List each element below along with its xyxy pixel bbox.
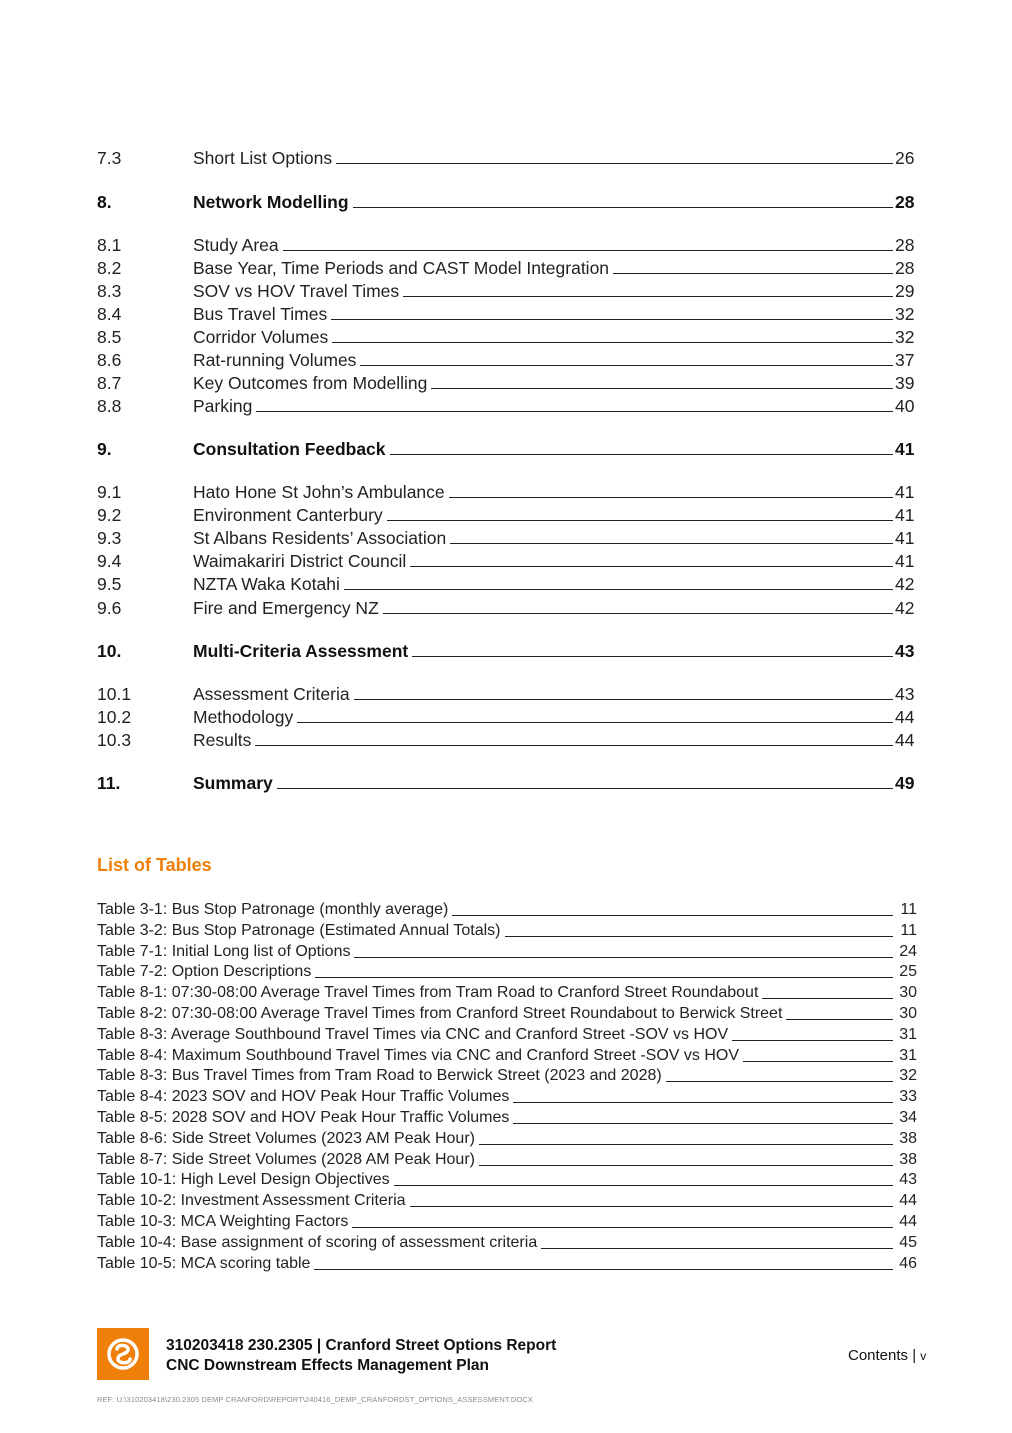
- toc-leader: [255, 745, 893, 746]
- table-entry-leader: [410, 1206, 893, 1207]
- toc-title: Summary: [193, 773, 273, 793]
- toc-page: 41: [895, 505, 915, 525]
- table-entry-title: Table 8-1: 07:30-08:00 Average Travel Times from Tram Road to Cranford Street Roundabout: [97, 984, 759, 1002]
- toc-leader: [410, 566, 893, 567]
- table-entry-title: Table 10-2: Investment Assessment Criteria: [97, 1192, 406, 1210]
- toc-leader: [354, 699, 893, 700]
- toc-title: Key Outcomes from Modelling: [193, 373, 428, 393]
- toc-entry[interactable]: [97, 325, 917, 347]
- toc-leader: [344, 589, 893, 590]
- table-list-entry[interactable]: [97, 982, 917, 1002]
- toc-leader: [297, 722, 893, 723]
- toc-section-heading[interactable]: [97, 771, 917, 793]
- table-entry-leader: [354, 957, 893, 958]
- table-entry-page: 25: [899, 963, 917, 981]
- table-entry-title: Table 10-1: High Level Design Objectives: [97, 1171, 390, 1189]
- table-entry-title: Table 8-6: Side Street Volumes (2023 AM Peak Hour): [97, 1129, 475, 1147]
- toc-entry[interactable]: [97, 394, 917, 416]
- toc-number: 11.: [97, 773, 121, 793]
- toc-page: 26: [895, 148, 915, 168]
- toc-title: Results: [193, 730, 252, 750]
- logo-icon: [97, 1328, 149, 1380]
- toc-entry[interactable]: [97, 705, 917, 727]
- toc-leader: [353, 207, 893, 208]
- table-entry-leader: [394, 1185, 893, 1186]
- table-entry-leader: [315, 977, 893, 978]
- toc-entry[interactable]: [97, 348, 917, 370]
- table-list-entry[interactable]: [97, 1065, 917, 1085]
- table-entry-title: Table 8-5: 2028 SOV and HOV Peak Hour Traffic Volumes: [97, 1109, 510, 1126]
- footer-section: [848, 1347, 926, 1364]
- toc-title: Rat-running Volumes: [193, 350, 357, 370]
- table-entry-page: 31: [899, 1046, 917, 1064]
- table-entry-page: 46: [899, 1254, 917, 1272]
- toc-entry[interactable]: [97, 146, 917, 168]
- toc-leader: [331, 319, 893, 320]
- toc-page: 32: [895, 327, 915, 347]
- table-entry-page: 32: [899, 1067, 917, 1085]
- table-entry-page: 44: [899, 1213, 917, 1230]
- table-list-entry[interactable]: [97, 1107, 917, 1127]
- table-entry-title: Table 8-4: Maximum Southbound Travel Times via CNC and Cranford Street -SOV vs HOV: [97, 1046, 740, 1064]
- toc-section-heading[interactable]: [97, 190, 917, 212]
- toc-leader: [360, 365, 893, 366]
- toc-title: Base Year, Time Periods and CAST Model Integration: [193, 258, 610, 278]
- table-entry-page: 24: [899, 942, 917, 960]
- footer-line-1: 310203418 230.2305 | Cranford Street Options Report: [166, 1337, 557, 1354]
- toc-number: 8.4: [97, 304, 122, 324]
- table-entry-title: Table 7-2: Option Descriptions: [97, 963, 312, 981]
- toc-number: 10.3: [97, 730, 132, 750]
- toc-page: 49: [895, 773, 915, 793]
- footer-page-number: v: [920, 1349, 927, 1363]
- toc-title: Multi-Criteria Assessment: [193, 641, 409, 661]
- table-entry-title: Table 8-4: 2023 SOV and HOV Peak Hour Traffic Volumes: [97, 1088, 510, 1106]
- toc-leader: [256, 411, 893, 412]
- toc-entry[interactable]: [97, 302, 917, 324]
- toc-page: 41: [895, 439, 915, 459]
- table-entry-page: 44: [899, 1192, 917, 1210]
- toc-number: 8.1: [97, 235, 122, 255]
- toc-title: NZTA Waka Kotahi: [193, 574, 340, 594]
- toc-page: 32: [895, 304, 915, 324]
- toc-page: 42: [895, 598, 915, 618]
- toc-leader: [450, 543, 893, 544]
- table-list-entry[interactable]: [97, 1253, 917, 1273]
- table-entry-title: Table 8-3: Bus Travel Times from Tram Road to Berwick Street (2023 and 2028): [97, 1067, 662, 1085]
- toc-page: 40: [895, 396, 915, 416]
- toc-entry[interactable]: [97, 371, 917, 393]
- toc-title: Study Area: [193, 235, 279, 255]
- toc-number: 8.8: [97, 396, 122, 416]
- toc-entry[interactable]: [97, 549, 917, 571]
- table-entry-page: 11: [900, 901, 917, 918]
- toc-entry[interactable]: [97, 233, 917, 255]
- table-entry-leader: [452, 915, 893, 916]
- toc-page: 41: [895, 551, 915, 571]
- toc-number: 10.: [97, 641, 122, 661]
- toc-page: 28: [895, 192, 915, 212]
- toc-leader: [431, 388, 893, 389]
- table-entry-leader: [352, 1227, 893, 1228]
- toc-number: 9.: [97, 439, 112, 459]
- table-list-entry[interactable]: [97, 1211, 917, 1231]
- toc-page: 39: [895, 373, 915, 393]
- toc-leader: [613, 273, 893, 274]
- table-entry-leader: [541, 1248, 893, 1249]
- toc-leader: [336, 163, 893, 164]
- table-entry-page: 11: [900, 921, 917, 939]
- table-list-entry[interactable]: [97, 899, 917, 919]
- toc-page: 41: [895, 528, 915, 548]
- table-entry-page: 33: [899, 1088, 917, 1106]
- toc-page: 28: [895, 258, 915, 278]
- table-entry-page: 30: [899, 984, 917, 1002]
- toc-entry[interactable]: [97, 526, 917, 548]
- toc-entry[interactable]: [97, 503, 917, 525]
- toc-entry[interactable]: [97, 480, 917, 502]
- toc-number: 9.1: [97, 482, 122, 502]
- table-entry-leader: [513, 1123, 893, 1124]
- toc-section-heading[interactable]: [97, 437, 917, 459]
- toc-leader: [403, 296, 893, 297]
- table-entry-page: 43: [899, 1171, 917, 1189]
- toc-section-heading[interactable]: [97, 639, 917, 661]
- table-list-entry[interactable]: [97, 1003, 917, 1023]
- toc-number: 8.5: [97, 327, 122, 347]
- toc-number: 8.6: [97, 350, 122, 370]
- table-entry-leader: [505, 936, 894, 937]
- toc-number: 9.3: [97, 528, 122, 548]
- table-entry-leader: [786, 1019, 893, 1020]
- toc-number: 9.4: [97, 551, 122, 571]
- toc-number: 7.3: [97, 148, 122, 168]
- table-entry-title: Table 10-4: Base assignment of scoring of assessment criteria: [97, 1233, 538, 1251]
- toc-leader: [390, 454, 893, 455]
- toc-title: Assessment Criteria: [193, 684, 350, 704]
- table-entry-title: Table 10-3: MCA Weighting Factors: [97, 1213, 349, 1230]
- table-list-entry[interactable]: [97, 1190, 917, 1210]
- table-entry-page: 31: [899, 1025, 917, 1043]
- toc-page: 29: [895, 281, 915, 301]
- toc-entry[interactable]: [97, 682, 917, 704]
- toc-leader: [412, 656, 893, 657]
- toc-number: 8.: [97, 192, 112, 212]
- toc-title: Network Modelling: [193, 192, 349, 212]
- toc-page: 28: [895, 235, 915, 255]
- table-entry-title: Table 8-2: 07:30-08:00 Average Travel Times from Cranford Street Roundabout to Berwick Street: [97, 1005, 783, 1022]
- toc-title: Parking: [193, 396, 253, 416]
- table-entry-title: Table 3-1: Bus Stop Patronage (monthly average): [97, 901, 449, 918]
- table-entry-title: Table 3-2: Bus Stop Patronage (Estimated Annual Totals): [97, 921, 501, 939]
- toc-page: 44: [895, 707, 915, 727]
- table-entry-page: 38: [899, 1129, 917, 1147]
- table-entry-leader: [479, 1144, 893, 1145]
- toc-leader: [283, 250, 893, 251]
- table-entry-title: Table 10-5: MCA scoring table: [97, 1254, 311, 1272]
- toc-leader: [383, 613, 893, 614]
- table-entry-title: Table 7-1: Initial Long list of Options: [97, 942, 351, 960]
- toc-number: 8.2: [97, 258, 122, 278]
- toc-number: 8.3: [97, 281, 122, 301]
- toc-title: Waimakariri District Council: [193, 551, 407, 571]
- footer-document-title: [166, 1336, 556, 1376]
- toc-entry[interactable]: [97, 572, 917, 594]
- table-entry-page: 45: [899, 1233, 917, 1251]
- toc-title: Corridor Volumes: [193, 327, 329, 347]
- table-list-entry[interactable]: [97, 1149, 917, 1169]
- table-list-entry[interactable]: [97, 941, 917, 961]
- table-entry-title: Table 8-3: Average Southbound Travel Times via CNC and Cranford Street -SOV vs HOV: [97, 1025, 729, 1043]
- table-list-entry[interactable]: [97, 920, 917, 940]
- toc-title: Methodology: [193, 707, 294, 727]
- toc-title: St Albans Residents’ Association: [193, 528, 447, 548]
- toc-entry[interactable]: [97, 279, 917, 301]
- toc-number: 9.2: [97, 505, 122, 525]
- toc-title: Bus Travel Times: [193, 304, 328, 324]
- toc-number: 9.5: [97, 574, 122, 594]
- footer-section-label: Contents |: [848, 1347, 917, 1364]
- toc-title: Environment Canterbury: [193, 505, 383, 525]
- toc-entry[interactable]: [97, 728, 917, 750]
- toc-page: 44: [895, 730, 915, 750]
- toc-number: 10.2: [97, 707, 132, 727]
- toc-entry[interactable]: [97, 256, 917, 278]
- toc-page: 41: [895, 482, 915, 502]
- table-entry-title: Table 8-7: Side Street Volumes (2028 AM Peak Hour): [97, 1150, 475, 1168]
- toc-title: SOV vs HOV Travel Times: [193, 281, 400, 301]
- table-entry-page: 38: [899, 1150, 917, 1168]
- toc-page: 42: [895, 574, 915, 594]
- toc-page: 43: [895, 684, 915, 704]
- table-entry-leader: [666, 1081, 893, 1082]
- table-list-entry[interactable]: [97, 1024, 917, 1044]
- toc-leader: [449, 497, 893, 498]
- toc-number: 9.6: [97, 598, 122, 618]
- toc-page: 43: [895, 641, 915, 661]
- table-entry-leader: [762, 998, 893, 999]
- toc-leader: [332, 342, 893, 343]
- table-list-entry[interactable]: [97, 1169, 917, 1189]
- toc-title: Fire and Emergency NZ: [193, 598, 379, 618]
- toc-leader: [277, 788, 893, 789]
- toc-number: 8.7: [97, 373, 122, 393]
- toc-title: Consultation Feedback: [193, 439, 386, 459]
- table-list-entry[interactable]: [97, 1128, 917, 1148]
- table-list-entry[interactable]: [97, 1045, 917, 1065]
- toc-page: 37: [895, 350, 915, 370]
- toc-number: 10.1: [97, 684, 132, 704]
- table-entry-leader: [314, 1269, 893, 1270]
- table-entry-page: 34: [899, 1109, 917, 1126]
- table-entry-leader: [479, 1165, 893, 1166]
- toc-entry[interactable]: [97, 596, 917, 618]
- footer-line-2: CNC Downstream Effects Management Plan: [166, 1357, 489, 1374]
- toc-title: Hato Hone St John’s Ambulance: [193, 482, 445, 502]
- table-entry-leader: [732, 1040, 893, 1041]
- table-entry-page: 30: [899, 1005, 917, 1022]
- toc-leader: [387, 520, 893, 521]
- table-list-entry[interactable]: [97, 1232, 917, 1252]
- table-list-entry[interactable]: [97, 1086, 917, 1106]
- table-list-entry[interactable]: [97, 961, 917, 981]
- table-entry-leader: [743, 1061, 893, 1062]
- toc-title: Short List Options: [193, 148, 333, 168]
- list-of-tables-heading: List of Tables: [97, 855, 212, 875]
- footer-file-reference: REF: U:\310203418\230.2305 DEMP CRANFORD\REPORT\240416_DEMP_CRANFORDST_OPTIONS_ASSESSMENT.DOCX: [97, 1395, 533, 1404]
- table-entry-leader: [513, 1102, 893, 1103]
